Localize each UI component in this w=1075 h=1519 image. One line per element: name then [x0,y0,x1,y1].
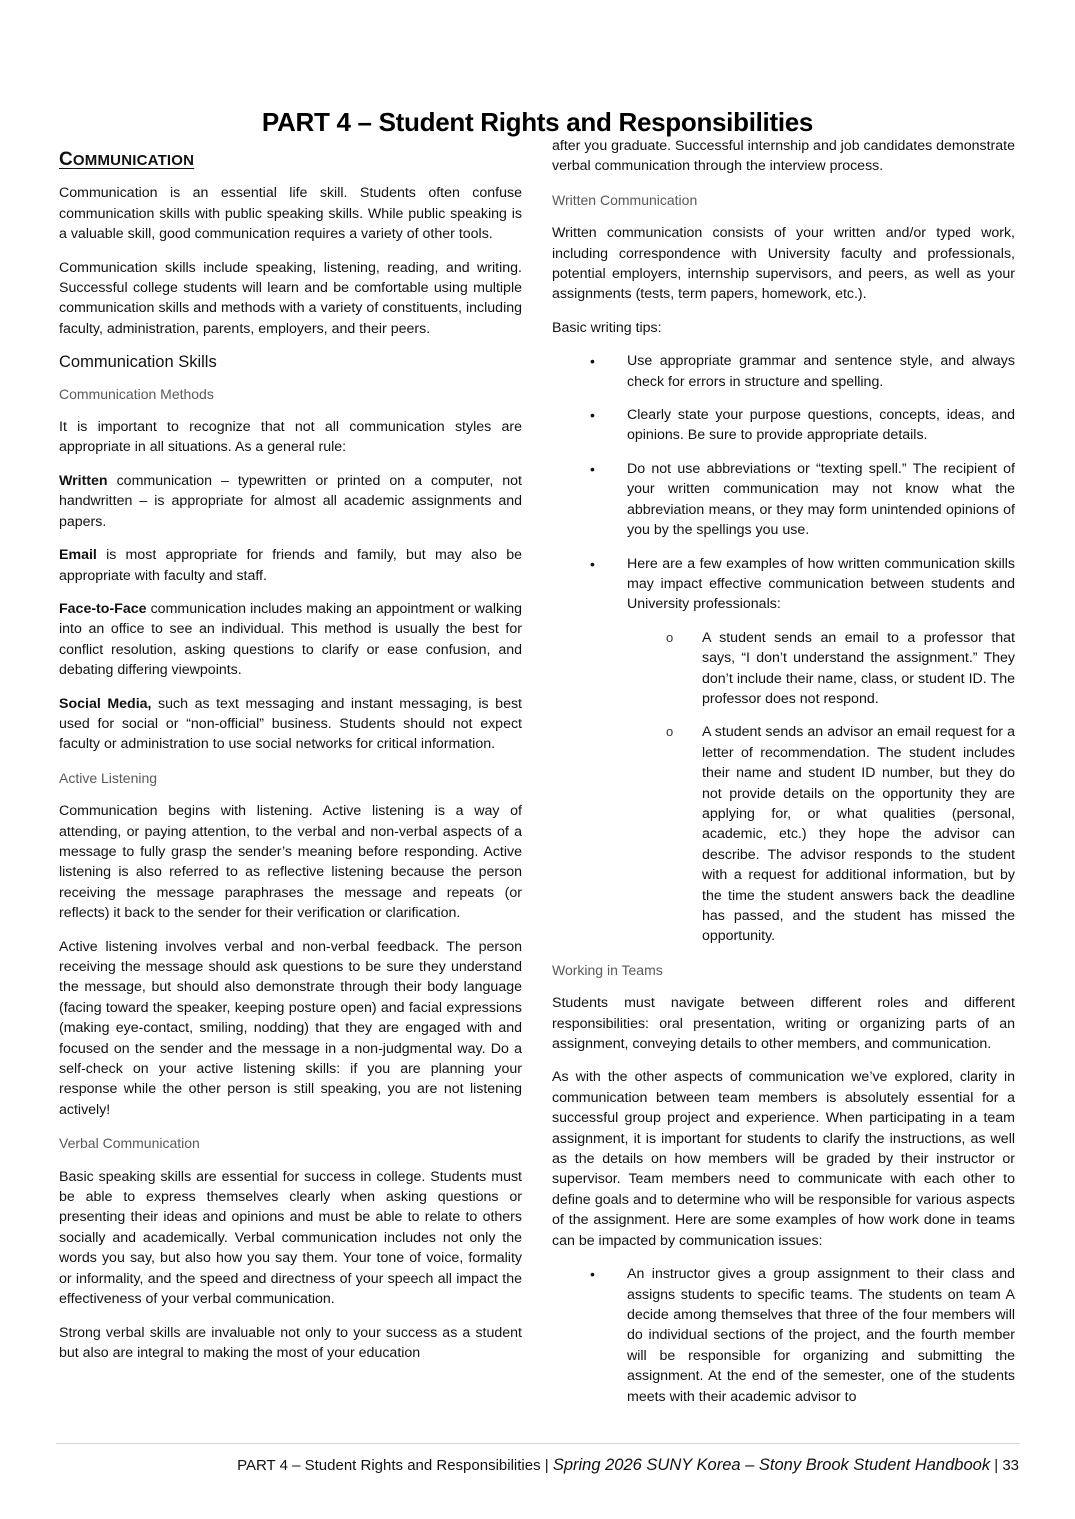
written-examples-list [552,628,1015,947]
heading-rest: OMMUNICATION [72,152,195,169]
email-method-paragraph [59,545,522,586]
social-media-method-paragraph [59,694,522,755]
active-listening-paragraph-1: Communication begins with listening. Active listening is a way of attending, or paying attention, to the verbal and non-verbal aspects of a message to fully grasp the sender’s meaning before responding. Active listening is also referred to as reflective listening because the person receiving the message paraphrases the message and repeats (or reflects) it back to the sender for their verification or clarification. [59,803,522,922]
list-item [552,459,1015,541]
writing-tips-label: Basic writing tips: [552,319,662,336]
heading-written-communication: Written Communication [552,191,698,208]
intro-paragraph-1: Communication is an essential life skill. Students often confuse communication skills with public speaking skills. While public speaking is a valuable skill, good communication requires a variety of other tools. [59,185,522,243]
hollow-bullet-icon: o [666,724,674,740]
active-listening-paragraph-2: Active listening involves verbal and non-verbal feedback. The person receiving the message should ask questions to be sure they understand the message, but should also demonstrate through their body language (facing toward the speaker, keeping posture open) and facial expressions (making eye-contact, smiling, nodding) that they are engaged with and focused on the sender and the message in a non-judgmental way. Do a self-check on your active listening skills: if you are planning your response while the other person is still speaking, you are not listening actively! [59,938,522,1118]
heading-communication-methods: Communication Methods [59,385,214,402]
list-item-text: Clearly state your purpose questions, concepts, ideas, and opinions. Be sure to provide appropriate details. [627,407,1015,444]
verbal-paragraph-2: Strong verbal skills are invaluable not only to your success as a student but also are integral to making the most of your education [59,1324,522,1361]
written-method-paragraph [59,471,522,532]
footer-separator: | [540,1457,553,1474]
heading-verbal-communication: Verbal Communication [59,1135,200,1152]
footer-part-label: PART 4 – Student Rights and Responsibilities [237,1457,541,1474]
social-desc: such as text messaging and instant messaging, is best used for social or “non-official” business. Students should not expect faculty or administration to use social networks for critical information. [59,695,522,753]
list-item [552,722,1015,946]
hollow-bullet-icon: o [666,629,674,645]
list-item [552,351,1015,392]
written-desc: communication – typewritten or printed on a computer, not handwritten – is appropriate for almost all academic assignments and papers. [59,472,522,530]
bullet-icon: • [590,460,595,477]
right-column [552,136,1015,1420]
list-item-text: Here are a few examples of how written communication skills may impact effective communication between students and University professionals: [627,555,1015,613]
list-item [552,1264,1015,1407]
page-title: PART 4 – Student Rights and Responsibilities [261,107,814,138]
bullet-icon: • [590,555,595,572]
team-examples-list [552,1264,1015,1407]
f2f-term: Face-to-Face [59,600,147,617]
list-item-text: Use appropriate grammar and sentence style, and always check for errors in structure and spelling. [627,353,1015,390]
email-desc: is most appropriate for friends and family, but may also be appropriate with faculty and staff. [59,547,522,584]
footer-handbook-title: Spring 2026 SUNY Korea – Stony Brook Student Handbook [552,1456,991,1474]
teams-paragraph-2: As with the other aspects of communication we’ve explored, clarity in communication between team members is absolutely essential for a successful group project and experience. When participating in a team assignment, it is important for students to clarify the instructions, as well as the details on how members will be graded by their instructor or supervisor. Team members need to communicate with each other to define goals and to determine who will be responsible for various aspects of the assignment. Here are some examples of how work done in teams can be impacted by communication issues: [552,1069,1015,1249]
email-term: Email [59,547,97,564]
verbal-paragraph-continued: after you graduate. Successful internship and job candidates demonstrate verbal communication through the interview process. [552,138,1015,175]
list-item-text: An instructor gives a group assignment to their class and assigns students to specific teams. The students on team A decide among themselves that three of the four members will do individual sections of the project, and the fourth member will be responsible for organizing and submitting the assignment. At the end of the semester, one of the students meets with their academic advisor to [627,1266,1015,1405]
writing-tips-list [552,351,1015,614]
heading-initial: C [59,149,73,170]
written-paragraph: Written communication consists of your written and/or typed work, including correspondence with University faculty and professionals, potential employers, internship supervisors, and peers, as well as your assignments (tests, term papers, homework, etc.). [552,225,1015,303]
page-footer [237,1456,1019,1475]
social-term: Social Media, [59,695,152,712]
section-heading-communication [59,150,522,171]
intro-paragraph-2: Communication skills include speaking, listening, reading, and writing. Successful college students will learn and be comfortable using multiple communication skills and methods with a variety of constituents, including faculty, administration, parents, employers, and their peers. [59,259,522,337]
footer-divider [56,1443,1020,1444]
list-item-text: Do not use abbreviations or “texting spell.” The recipient of your written communication may not know what the abbreviation means, or they may form unintended opinions of you by the spellings you use. [627,460,1015,539]
heading-communication-skills: Communication Skills [59,353,217,372]
list-item [552,628,1015,710]
f2f-desc: communication includes making an appointment or walking into an office to see an individual. This method is usually the best for conflict resolution, asking questions to clarify or ease confusion, and debating differing viewpoints. [59,600,522,679]
list-item-text: A student sends an email to a professor that says, “I don’t understand the assignment.” They don’t include their name, class, or student ID. The professor does not respond. [702,629,1015,707]
bullet-icon: • [590,407,595,424]
teams-paragraph-1: Students must navigate between different roles and different responsibilities: oral presentation, writing or organizing parts of an assignment, conveying details to other members, and communication. [552,995,1015,1053]
heading-active-listening: Active Listening [59,769,158,786]
heading-working-in-teams: Working in Teams [552,961,663,978]
verbal-paragraph-1: Basic speaking skills are essential for success in college. Students must be able to express themselves clearly when asking questions or presenting their ideas and opinions and must be able to relate to others socially and academically. Verbal communication includes not only the words you say, but also how you say them. Your tone of voice, formality or informality, and the speed and directness of your speech all impact the effectiveness of your verbal communication. [59,1168,522,1308]
written-term: Written [59,472,108,489]
bullet-icon: • [590,1266,595,1283]
methods-paragraph: It is important to recognize that not all communication styles are appropriate in all situations. As a general rule: [59,419,522,456]
bullet-icon: • [590,353,595,370]
list-item [552,405,1015,446]
list-item [552,554,1015,615]
footer-separator: | [990,1457,1003,1474]
page-number: 33 [1002,1457,1019,1474]
left-column [59,136,522,1376]
face-to-face-method-paragraph [59,599,522,681]
list-item-text: A student sends an advisor an email request for a letter of recommendation. The student includes their name and student ID number, but they do not provide details on the opportunity they are applying for, or what qualities (personal, academic, etc.) they hope the advisor can describe. The advisor responds to the student with a request for additional information, but by the time the student answers back the deadline has passed, and the student has missed the opportunity. [702,724,1015,945]
